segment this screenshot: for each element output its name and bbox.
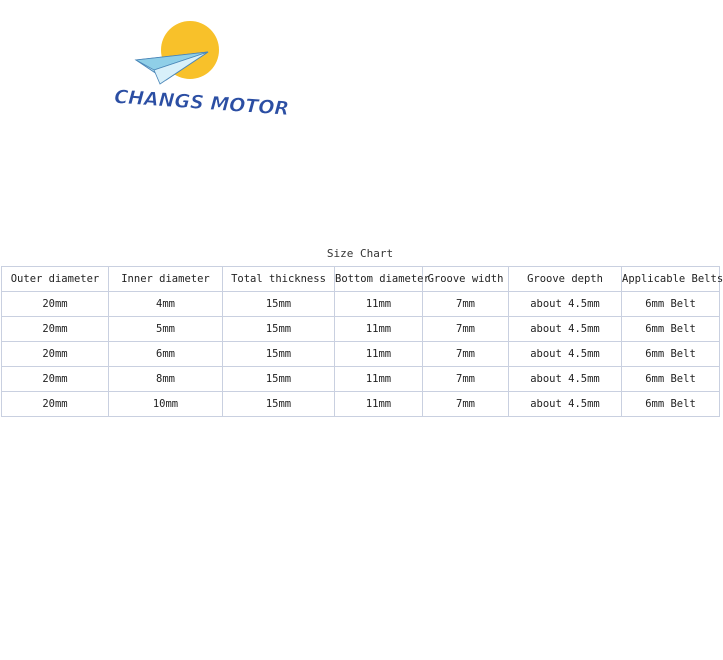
table-cell: 11mm — [335, 367, 423, 392]
table-row — [2, 292, 720, 317]
table-cell: 7mm — [423, 317, 509, 342]
table-cell: 5mm — [109, 317, 223, 342]
table-cell: 11mm — [335, 392, 423, 417]
table-cell: 20mm — [2, 317, 109, 342]
table-cell: 6mm Belt — [622, 392, 720, 417]
table-cell: 20mm — [2, 342, 109, 367]
table-cell: 10mm — [109, 392, 223, 417]
header-outer-diameter: Outer diameter — [2, 267, 109, 292]
table-cell: 15mm — [223, 292, 335, 317]
size-chart-table — [1, 266, 723, 417]
table-cell: 11mm — [335, 342, 423, 367]
size-chart-table-wrap — [1, 266, 723, 413]
table-row — [2, 317, 720, 342]
table-cell: 20mm — [2, 392, 109, 417]
table-cell: 6mm Belt — [622, 342, 720, 367]
header-inner-diameter: Inner diameter — [109, 267, 223, 292]
table-cell: 15mm — [223, 367, 335, 392]
table-row — [2, 342, 720, 367]
table-header-row — [2, 267, 720, 292]
table-cell: 6mm Belt — [622, 292, 720, 317]
table-cell: 11mm — [335, 292, 423, 317]
table-cell: 6mm — [109, 342, 223, 367]
header-groove-depth: Groove depth — [509, 267, 622, 292]
table-cell: 11mm — [335, 317, 423, 342]
table-cell: 8mm — [109, 367, 223, 392]
table-cell: about 4.5mm — [509, 317, 622, 342]
table-cell: about 4.5mm — [509, 367, 622, 392]
header-applicable-belts: Applicable Belts — [622, 267, 720, 292]
table-cell: 7mm — [423, 292, 509, 317]
header-bottom-diameter: Bottom diameter — [335, 267, 423, 292]
brand-logo — [108, 18, 290, 121]
table-cell: about 4.5mm — [509, 292, 622, 317]
table-cell: 6mm Belt — [622, 367, 720, 392]
svg-text:CHANGS MOTOR: CHANGS MOTOR — [113, 85, 290, 121]
table-cell: 15mm — [223, 317, 335, 342]
table-cell: 7mm — [423, 342, 509, 367]
table-cell: 15mm — [223, 342, 335, 367]
table-cell: 6mm Belt — [622, 317, 720, 342]
table-cell: 20mm — [2, 292, 109, 317]
table-row — [2, 392, 720, 417]
table-cell: 4mm — [109, 292, 223, 317]
size-chart-title: Size Chart — [326, 247, 394, 260]
table-cell: 7mm — [423, 367, 509, 392]
table-cell: 15mm — [223, 392, 335, 417]
table-row — [2, 367, 720, 392]
table-cell: 20mm — [2, 367, 109, 392]
table-cell: about 4.5mm — [509, 392, 622, 417]
table-cell: 7mm — [423, 392, 509, 417]
header-groove-width: Groove width — [423, 267, 509, 292]
table-cell: about 4.5mm — [509, 342, 622, 367]
paper-plane-logo-icon — [108, 18, 290, 121]
header-total-thickness: Total thickness — [223, 267, 335, 292]
